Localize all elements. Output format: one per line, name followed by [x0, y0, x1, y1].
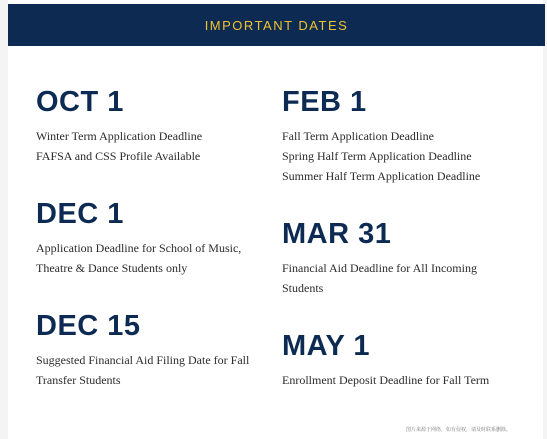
date-description-line: Enrollment Deposit Deadline for Fall Term — [282, 373, 490, 387]
date-block-oct-1 — [36, 86, 276, 166]
date-description-line: Spring Half Term Application Deadline — [282, 149, 472, 163]
date-description-line: FAFSA and CSS Profile Available — [36, 149, 201, 163]
date-heading: OCT 1 — [36, 86, 124, 118]
date-description-line: Fall Term Application Deadline — [282, 129, 434, 143]
date-description-line: Winter Term Application Deadline — [36, 129, 203, 143]
header-title: IMPORTANT DATES — [204, 17, 349, 33]
date-heading: DEC 1 — [36, 198, 124, 230]
date-description-line: Suggested Financial Aid Filing Date for Fall — [36, 353, 250, 367]
date-heading: MAR 31 — [282, 218, 392, 250]
watermark-text: 图片来源于网络，如有侵权，请及时联系删除。 — [405, 427, 511, 433]
left-edge — [0, 0, 8, 439]
date-description-line: Theatre & Dance Students only — [36, 261, 188, 275]
date-heading: FEB 1 — [282, 86, 367, 118]
date-heading: DEC 15 — [36, 310, 141, 342]
date-block-dec-1 — [36, 198, 276, 278]
date-description-line: Students — [282, 281, 324, 295]
date-block-mar-31 — [282, 218, 522, 298]
right-edge — [543, 0, 547, 439]
header-bar — [8, 4, 545, 46]
date-block-dec-15 — [36, 310, 276, 390]
date-description-line: Financial Aid Deadline for All Incoming — [282, 261, 477, 275]
date-description-line: Summer Half Term Application Deadline — [282, 169, 481, 183]
date-description-line: Transfer Students — [36, 373, 121, 387]
date-block-may-1 — [282, 330, 522, 390]
date-block-feb-1 — [282, 86, 522, 186]
date-heading: MAY 1 — [282, 330, 370, 362]
date-description-line: Application Deadline for School of Music, — [36, 241, 242, 255]
